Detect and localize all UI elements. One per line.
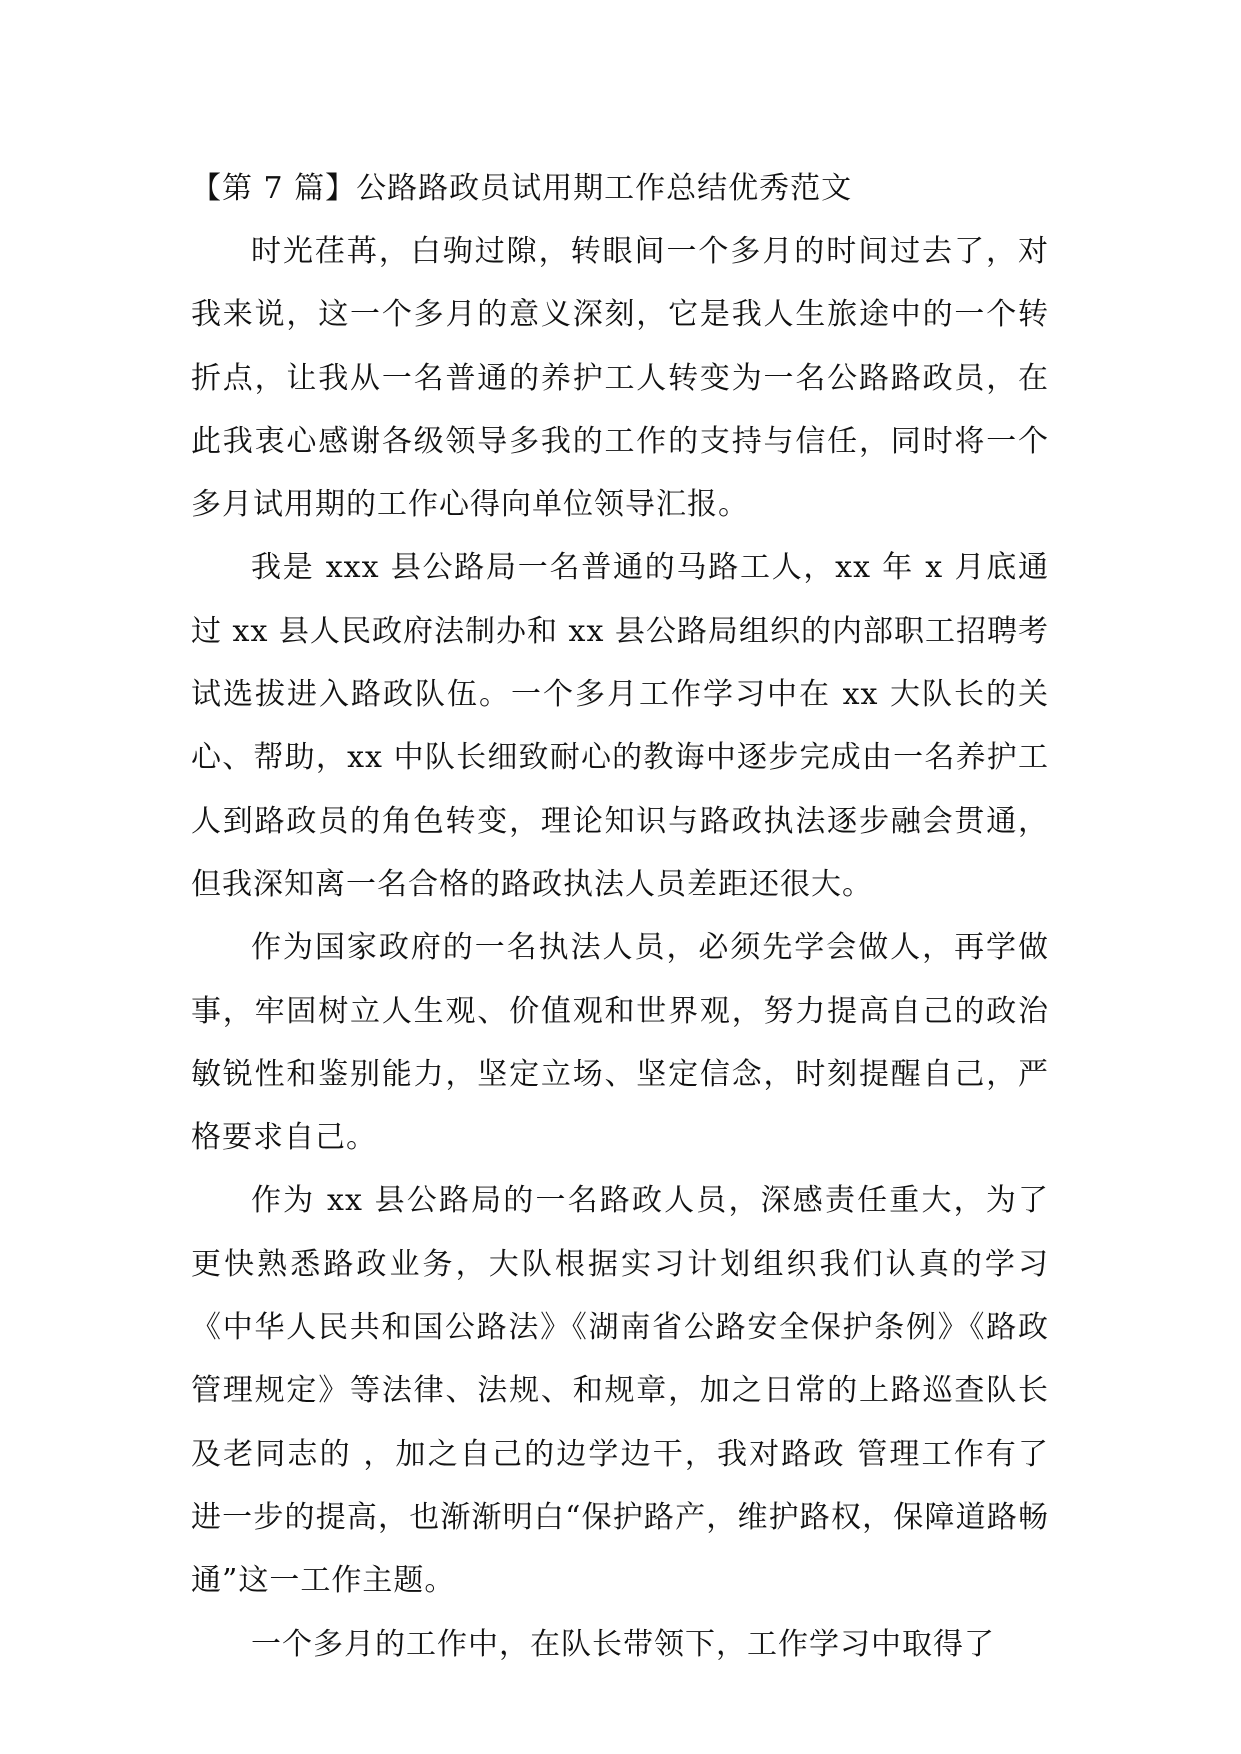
document-title: 【第 7 篇】公路路政员试用期工作总结优秀范文 [191,171,853,206]
paragraph-4: 作为 xx 县公路局的一名路政人员，深感责任重大，为了更快熟悉路政业务，大队根据实习计划组织我们认真的学习《中华人民共和国公路法》《湖南省公路安全保护条例》《路政管理规定》等法律、法规、和规章，加之日常的上路巡查队长及老同志的 ，加之自己的边学边干，我对路政 管理工作有了进一步的提高，也渐渐明白“保护路产，维护路权，保障道路畅通”这一工作主题。 [191,1183,1049,1599]
paragraph-3: 作为国家政府的一名执法人员，必须先学会做人，再学做事，牢固树立人生观、价值观和世界观，努力提高自己的政治敏锐性和鉴别能力，坚定立场、坚定信念，时刻提醒自己，严格要求自己。 [191,930,1049,1156]
document-body [191,158,1049,1676]
paragraph-1: 时光荏苒，白驹过隙，转眼间一个多月的时间过去了，对我来说，这一个多月的意义深刻，它是我人生旅途中的一个转折点，让我从一名普通的养护工人转变为一名公路路政员，在此我衷心感谢各级领导多我的工作的支持与信任，同时将一个多月试用期的工作心得向单位领导汇报。 [191,234,1049,523]
paragraph-5: 一个多月的工作中，在队长带领下，工作学习中取得了 [251,1626,995,1662]
paragraph-2: 我是 xxx 县公路局一名普通的马路工人，xx 年 x 月底通过 xx 县人民政府法制办和 xx 县公路局组织的内部职工招聘考试选拔进入路政队伍。一个多月工作学习中在 xx 大队长的关心、帮助，xx 中队长细致耐心的教诲中逐步完成由一名养护工人到路政员的角色转变，理论知识与路政执法逐步融会贯通，但我深知离一名合格的路政执法人员差距还很大。 [191,550,1049,902]
